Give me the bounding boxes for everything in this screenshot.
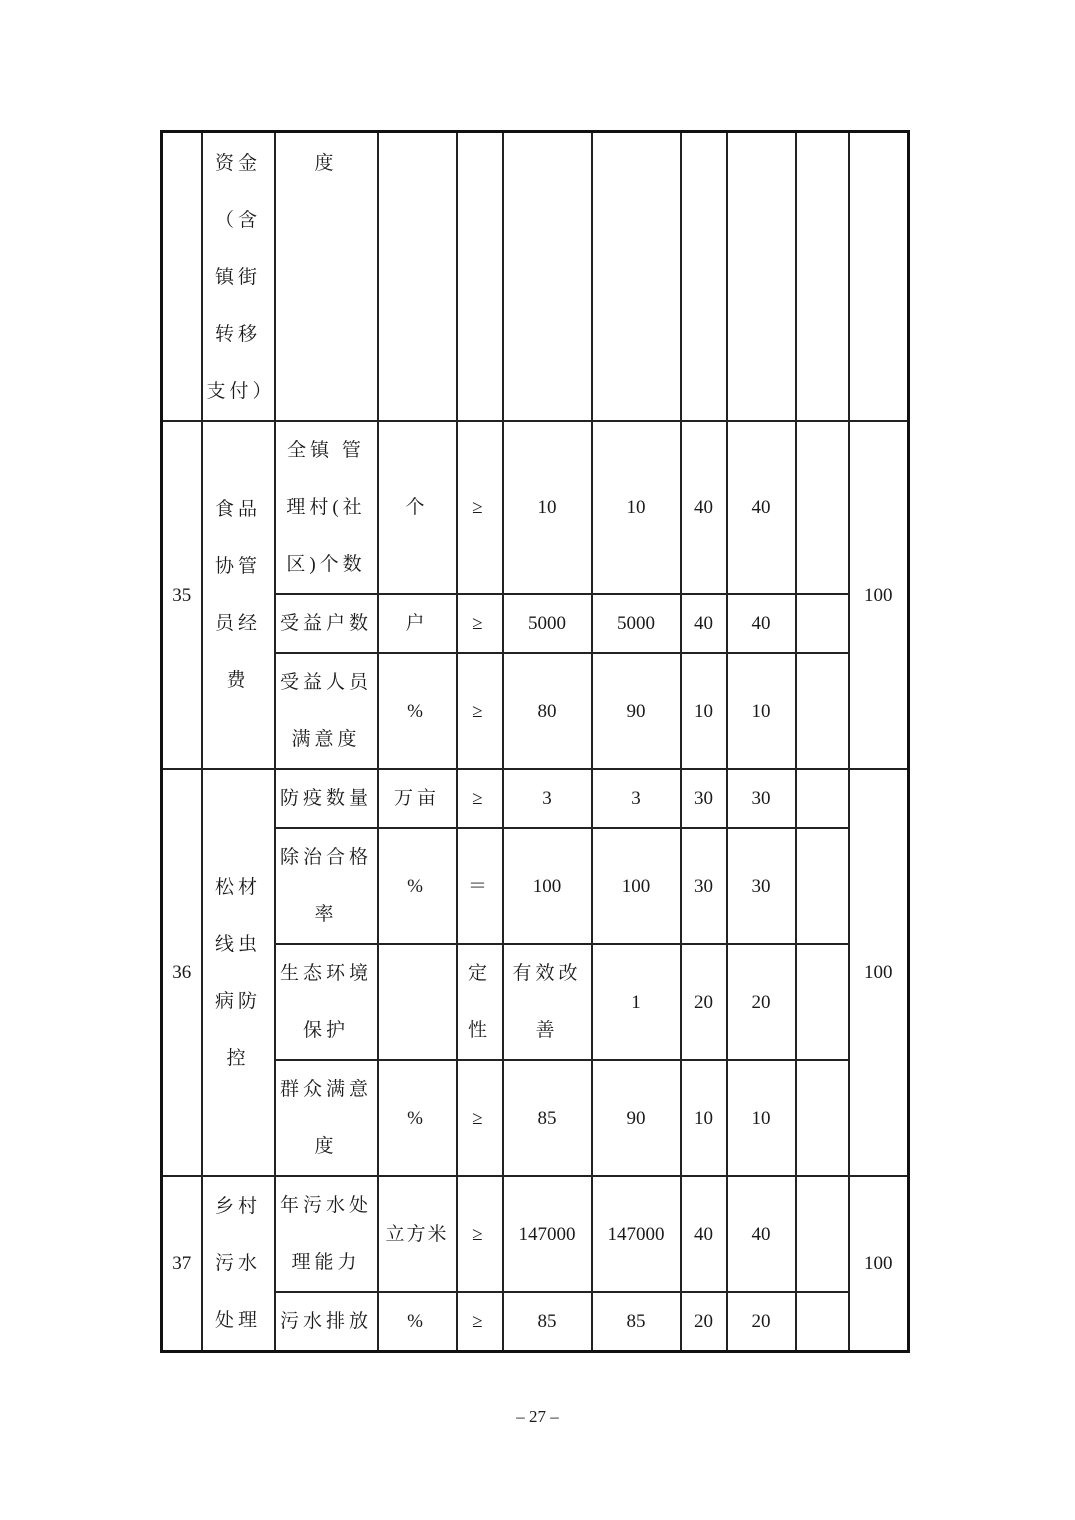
actual-cell: 10	[592, 421, 681, 594]
weight-cell: 40	[681, 421, 727, 594]
indicator-cell: 防疫数量	[275, 769, 378, 828]
indicator-cell: 污水排放	[275, 1292, 378, 1352]
unit-cell: %	[378, 1060, 457, 1176]
unit-cell: 立方米	[378, 1176, 457, 1292]
page-number: – 27 –	[516, 1407, 559, 1426]
unit-cell: %	[378, 828, 457, 944]
table-row	[162, 1292, 909, 1352]
operator-cell: ≥	[457, 421, 503, 594]
score-cell: 40	[727, 1176, 796, 1292]
note-cell	[796, 653, 849, 769]
note-cell	[796, 828, 849, 944]
weight-cell: 10	[681, 653, 727, 769]
table-row	[162, 594, 909, 653]
target-cell: 3	[503, 769, 592, 828]
note-cell	[796, 1176, 849, 1292]
note-cell	[796, 1292, 849, 1352]
operator-cell: ≥	[457, 1060, 503, 1176]
score-cell: 30	[727, 769, 796, 828]
weight-cell: 30	[681, 828, 727, 944]
weight-cell: 20	[681, 944, 727, 1060]
score-cell: 10	[727, 1060, 796, 1176]
actual-cell: 100	[592, 828, 681, 944]
operator-cell: ＝	[457, 828, 503, 944]
table-row	[162, 421, 909, 594]
operator-cell: ≥	[457, 653, 503, 769]
weight-cell: 30	[681, 769, 727, 828]
weight-cell: 10	[681, 1060, 727, 1176]
operator-cell: ≥	[457, 1292, 503, 1352]
indicator-cell: 除治合格 率	[275, 828, 378, 944]
table-row	[162, 1176, 909, 1292]
project-name-cell: 松材 线虫 病防 控	[202, 769, 275, 1176]
cont-indicator-cell: 度	[275, 132, 378, 422]
note-cell	[796, 1060, 849, 1176]
table-row	[162, 1060, 909, 1176]
table-row	[162, 769, 909, 828]
unit-cell: 万亩	[378, 769, 457, 828]
target-cell: 有效改 善	[503, 944, 592, 1060]
cont-unit-cell	[378, 132, 457, 422]
operator-cell: ≥	[457, 1176, 503, 1292]
note-cell	[796, 594, 849, 653]
target-cell: 85	[503, 1292, 592, 1352]
table-row	[162, 653, 909, 769]
actual-cell: 90	[592, 1060, 681, 1176]
actual-cell: 5000	[592, 594, 681, 653]
score-cell: 40	[727, 594, 796, 653]
project-name-cell: 乡村 污水 处理	[202, 1176, 275, 1352]
indicator-cell: 受益人员 满意度	[275, 653, 378, 769]
cont-weight-cell	[681, 132, 727, 422]
operator-cell: ≥	[457, 769, 503, 828]
score-cell: 20	[727, 1292, 796, 1352]
row-no-cell: 37	[162, 1176, 202, 1352]
cont-note-cell	[796, 132, 849, 422]
actual-cell: 3	[592, 769, 681, 828]
cont-op-cell	[457, 132, 503, 422]
unit-cell: 个	[378, 421, 457, 594]
cont-no-cell	[162, 132, 202, 422]
total-score-cell: 100	[849, 1176, 909, 1352]
target-cell: 100	[503, 828, 592, 944]
actual-cell: 147000	[592, 1176, 681, 1292]
target-cell: 5000	[503, 594, 592, 653]
performance-table	[160, 130, 910, 1353]
total-score-cell: 100	[849, 421, 909, 769]
unit-cell: %	[378, 1292, 457, 1352]
target-cell: 80	[503, 653, 592, 769]
operator-cell: 定 性	[457, 944, 503, 1060]
table-row	[162, 132, 909, 422]
project-name-cell: 食品 协管 员经 费	[202, 421, 275, 769]
operator-cell: ≥	[457, 594, 503, 653]
cont-score-cell	[727, 132, 796, 422]
indicator-cell: 生态环境 保护	[275, 944, 378, 1060]
score-cell: 30	[727, 828, 796, 944]
actual-cell: 1	[592, 944, 681, 1060]
note-cell	[796, 421, 849, 594]
cont-total-cell	[849, 132, 909, 422]
indicator-cell: 全镇 管 理村(社 区)个数	[275, 421, 378, 594]
note-cell	[796, 944, 849, 1060]
unit-cell: 户	[378, 594, 457, 653]
note-cell	[796, 769, 849, 828]
score-cell: 20	[727, 944, 796, 1060]
weight-cell: 40	[681, 594, 727, 653]
indicator-cell: 年污水处 理能力	[275, 1176, 378, 1292]
indicator-cell: 受益户数	[275, 594, 378, 653]
unit-cell	[378, 944, 457, 1060]
table-row	[162, 828, 909, 944]
actual-cell: 85	[592, 1292, 681, 1352]
target-cell: 147000	[503, 1176, 592, 1292]
weight-cell: 40	[681, 1176, 727, 1292]
target-cell: 85	[503, 1060, 592, 1176]
unit-cell: %	[378, 653, 457, 769]
cont-target-cell	[503, 132, 592, 422]
row-no-cell: 35	[162, 421, 202, 769]
row-no-cell: 36	[162, 769, 202, 1176]
actual-cell: 90	[592, 653, 681, 769]
score-cell: 40	[727, 421, 796, 594]
total-score-cell: 100	[849, 769, 909, 1176]
indicator-cell: 群众满意 度	[275, 1060, 378, 1176]
table-row	[162, 944, 909, 1060]
target-cell: 10	[503, 421, 592, 594]
weight-cell: 20	[681, 1292, 727, 1352]
score-cell: 10	[727, 653, 796, 769]
cont-actual-cell	[592, 132, 681, 422]
cont-project-name-cell: 资金 （含 镇街 转移 支付）	[202, 132, 275, 422]
